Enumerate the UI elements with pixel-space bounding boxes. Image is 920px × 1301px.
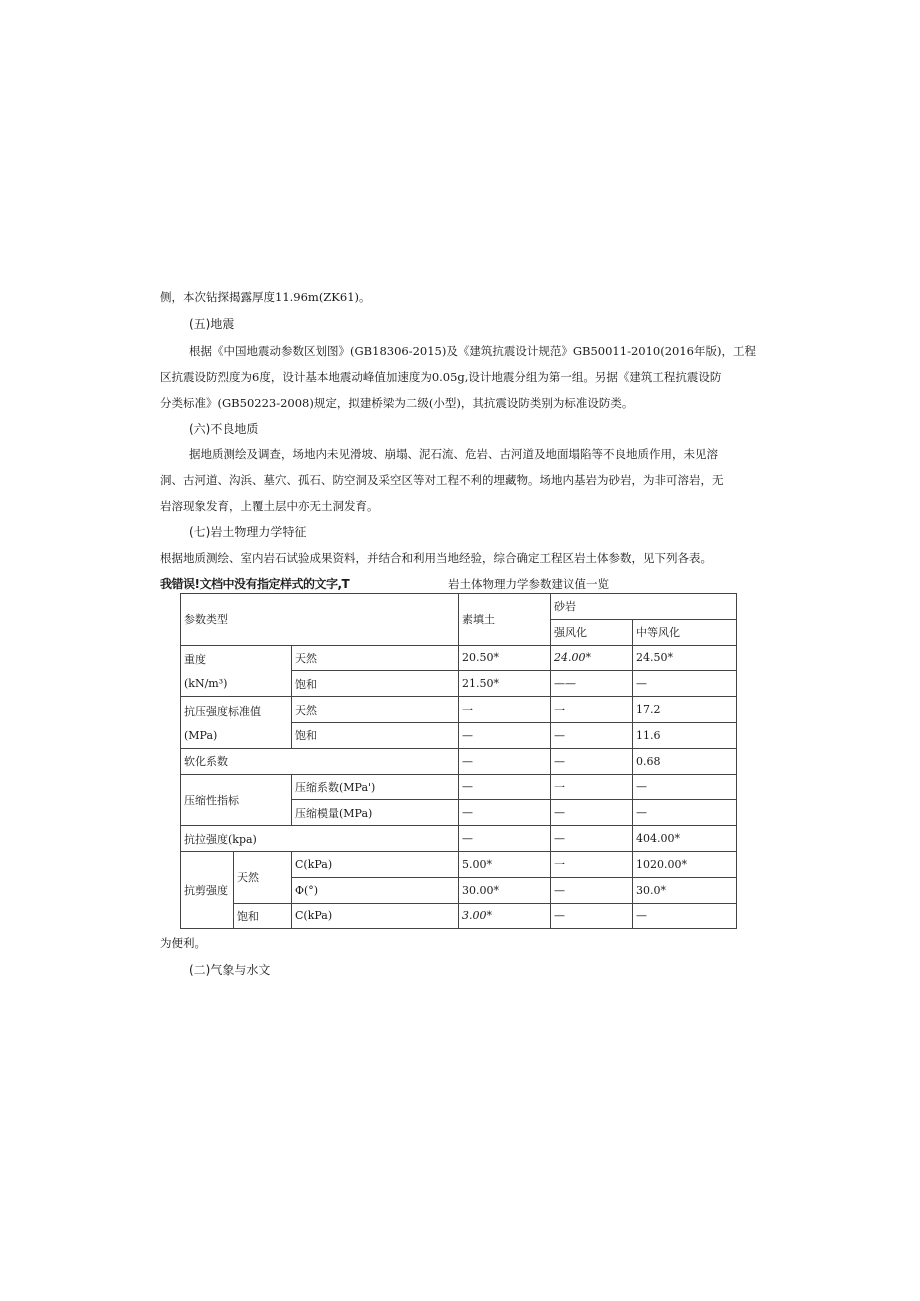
cell-value: 0.68 [633, 748, 737, 774]
cell-value: 404.00* [633, 826, 737, 852]
cell-group-shear-strength: 抗剪强度 [181, 851, 234, 928]
paragraph-line: 洞、古河道、沟浜、墓穴、孤石、防空洞及采空区等对工程不利的埋藏物。场地内基岩为砂岩，为非可溶岩，无 [160, 473, 724, 487]
table-row [181, 851, 737, 877]
table-row [181, 645, 737, 671]
cell-value: 24.50* [633, 645, 737, 671]
header-fill-soil: 素填土 [459, 594, 551, 646]
cell-value: 20.50* [459, 645, 551, 671]
cell-value: 1020.00* [633, 851, 737, 877]
paragraph-line: 分类标准》(GB50223-2008)规定，拟建桥梁为二级(小型)，其抗震设防类别为标准设防类。 [160, 396, 634, 410]
cell-sub: 压缩系数(MPa') [292, 774, 459, 800]
cell-value: 5.00* [459, 851, 551, 877]
cell-sub: 压缩模量(MPa) [292, 800, 459, 826]
cell-value: 3.00* [459, 903, 551, 929]
table-row [181, 774, 737, 800]
group-unit: (kN/m³) [184, 677, 228, 691]
cell-value: 一 [459, 697, 551, 723]
cell-sub: 天然 [292, 645, 459, 671]
cell-value: 30.0* [633, 877, 737, 903]
cell-value: — [459, 826, 551, 852]
cell-sub: 饱和 [292, 722, 459, 748]
cell-group-tensile-strength: 抗拉强度(kpa) [181, 826, 459, 852]
paragraph-line: 根据《中国地震动参数区划图》(GB18306-2015)及《建筑抗震设计规范》GB50011-2010(2016年版)，工程 [189, 344, 756, 358]
cell-value: — [459, 774, 551, 800]
cell-value: — [551, 877, 633, 903]
cell-condition: 天然 [234, 851, 292, 903]
cell-sub: C(kPa) [292, 903, 459, 929]
cell-value: — [459, 748, 551, 774]
cell-value: 一 [551, 774, 633, 800]
cell-value: — [633, 903, 737, 929]
cell-value: — [633, 671, 737, 697]
cell-value: — [551, 826, 633, 852]
group-unit: (MPa) [184, 728, 218, 742]
table-caption: 岩土体物理力学参数建议值一览 [448, 577, 609, 591]
paragraph-line: 根据地质测绘、室内岩石试验成果资料，并结合和利用当地经验，综合确定工程区岩土体参数，见下列各表。 [160, 551, 712, 565]
section-heading-earthquake: (五)地震 [189, 317, 235, 331]
cell-value: 30.00* [459, 877, 551, 903]
cell-group-softening: 软化系数 [181, 748, 459, 774]
cell-sub: 天然 [292, 697, 459, 723]
section-heading-climate-hydrology: (二)气象与水文 [189, 963, 271, 977]
paragraph-line: 为便利。 [160, 936, 206, 950]
header-sandstone: 砂岩 [551, 594, 737, 620]
cell-group-compressibility: 压缩性指标 [181, 774, 292, 826]
paragraph-line: 岩溶现象发育，上覆土层中亦无土洞发育。 [160, 499, 379, 513]
paragraph-line: 侧，本次钻探揭露厚度11.96m(ZK61)。 [160, 290, 371, 304]
cell-value: 24.00* [551, 645, 633, 671]
parameter-table [180, 593, 737, 929]
section-heading-rock-soil-properties: (七)岩土物理力学特征 [189, 525, 307, 539]
cell-group-compressive-strength [181, 697, 292, 749]
cell-value: — [459, 722, 551, 748]
header-param-type: 参数类型 [181, 594, 459, 646]
cell-value: 11.6 [633, 722, 737, 748]
paragraph-line: 区抗震设防烈度为6度，设计基本地震动峰值加速度为0.05g,设计地震分组为第一组。另据《建筑工程抗震设防 [160, 370, 722, 384]
cell-value: — [633, 774, 737, 800]
cell-value: 21.50* [459, 671, 551, 697]
cell-value: — [551, 903, 633, 929]
cell-group-unit-weight [181, 645, 292, 697]
table-caption-error-text: 我错误!文档中没有指定样式的文字,T [160, 577, 350, 591]
header-moderately-weathered: 中等风化 [633, 619, 737, 645]
group-label: 抗压强度标准值 [184, 704, 261, 718]
cell-value: — [633, 800, 737, 826]
cell-value: — [551, 800, 633, 826]
table-row [181, 826, 737, 852]
table-row [181, 594, 737, 620]
table-row [181, 697, 737, 723]
paragraph-line: 据地质测绘及调查，场地内未见滑坡、崩塌、泥石流、危岩、古河道及地面塌陷等不良地质作用，未见溶 [189, 447, 718, 461]
cell-value: 一 [551, 697, 633, 723]
section-heading-adverse-geology: (六)不良地质 [189, 422, 259, 436]
table-row [181, 748, 737, 774]
cell-condition: 饱和 [234, 903, 292, 929]
cell-value: — [459, 800, 551, 826]
cell-value: 一 [551, 851, 633, 877]
cell-value: 17.2 [633, 697, 737, 723]
group-label: 重度 [184, 653, 206, 667]
header-strongly-weathered: 强风化 [551, 619, 633, 645]
cell-sub: 饱和 [292, 671, 459, 697]
cell-value: —— [551, 671, 633, 697]
cell-sub: Φ(°) [292, 877, 459, 903]
cell-value: — [551, 722, 633, 748]
table-row [181, 903, 737, 929]
cell-value: — [551, 748, 633, 774]
cell-sub: C(kPa) [292, 851, 459, 877]
